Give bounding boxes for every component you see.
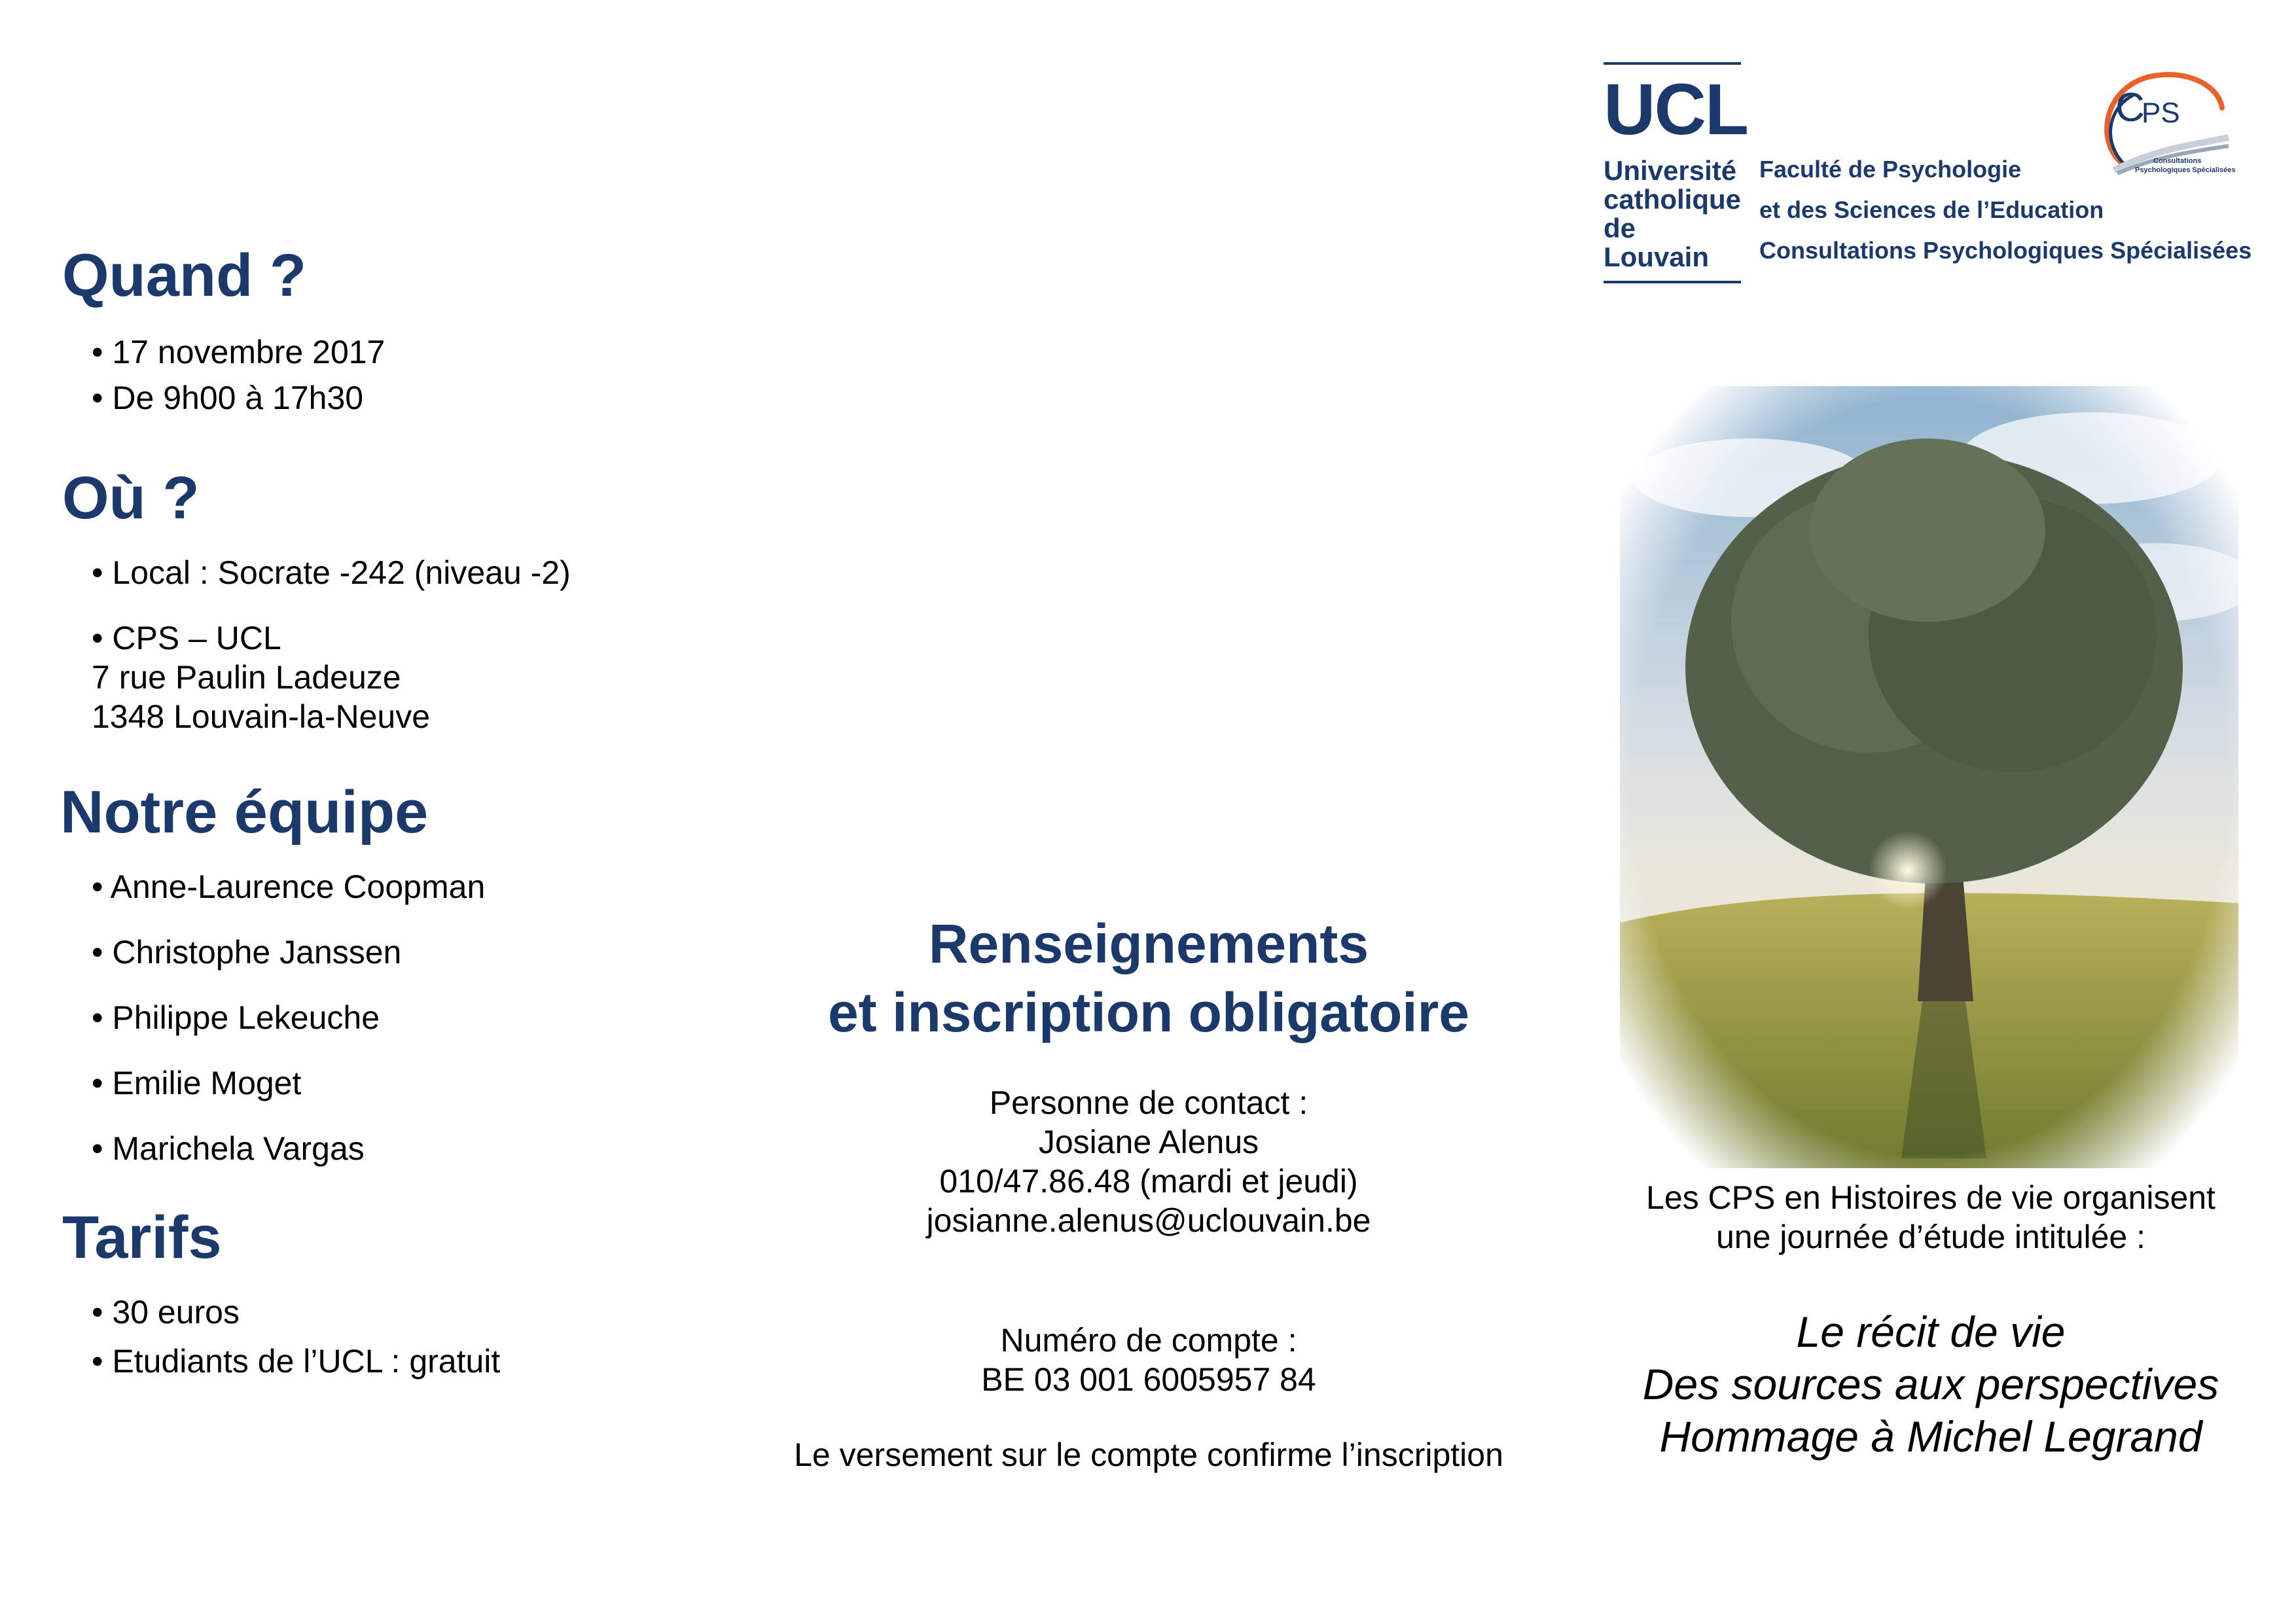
team-member: • Emilie Moget: [92, 1065, 302, 1101]
contact-block: [756, 1083, 1541, 1240]
contact-email: josianne.alenus@uclouvain.be: [926, 1202, 1371, 1239]
ou-address: [92, 618, 430, 736]
team-member: • Anne-Laurence Coopman: [92, 868, 486, 905]
compte-number: BE 03 001 6005957 84: [981, 1361, 1316, 1398]
contact-line: 010/47.86.48 (mardi et jeudi): [939, 1163, 1358, 1200]
quand-time: • De 9h00 à 17h30: [92, 380, 364, 416]
ou-heading: Où ?: [62, 465, 200, 531]
ou-local: • Local : Socrate -242 (niveau -2): [92, 554, 571, 591]
equipe-heading: Notre équipe: [60, 779, 429, 846]
faculty-line: Faculté de Psychologie: [1759, 156, 2022, 183]
renseignements-title-line: Renseignements: [928, 913, 1369, 974]
intro-block: [1604, 1178, 2258, 1257]
tarif-item: • 30 euros: [92, 1294, 240, 1330]
quand-date: • 17 novembre 2017: [92, 334, 386, 370]
contact-line: Josiane Alenus: [1038, 1124, 1259, 1160]
compte-block: [756, 1321, 1541, 1399]
team-member: • Philippe Lekeuche: [92, 999, 380, 1036]
versement-note: Le versement sur le compte confirme l’inscription: [794, 1436, 1503, 1473]
team-member: • Christophe Janssen: [92, 934, 402, 971]
renseignements-title: [756, 910, 1541, 1047]
ucl-logo-line: Université: [1604, 155, 1737, 186]
ucl-logo-abbr: UCL: [1604, 69, 1748, 150]
address-line: 7 rue Paulin Ladeuze: [92, 659, 401, 696]
intro-line: Les CPS en Histoires de vie organisent: [1646, 1179, 2215, 1216]
quand-heading: Quand ?: [62, 242, 307, 309]
address-line: 1348 Louvain-la-Neuve: [92, 698, 431, 735]
svg-text:PS: PS: [2142, 97, 2180, 129]
ucl-logo-line: catholique: [1604, 184, 1742, 215]
tarifs-heading: Tarifs: [62, 1204, 222, 1271]
team-member: • Marichela Vargas: [92, 1130, 365, 1167]
ucl-logo-name: [1604, 156, 1748, 272]
cps-logo: [2088, 69, 2238, 183]
tarif-item: • Etudiants de l’UCL : gratuit: [92, 1343, 501, 1380]
contact-line: Personne de contact :: [989, 1084, 1308, 1121]
tree-photo: [1620, 386, 2238, 1168]
renseignements-title-line: et inscription obligatoire: [827, 982, 1470, 1043]
intro-line: une journée d’étude intitulée :: [1715, 1219, 2146, 1255]
event-title-line: Le récit de vie: [1796, 1308, 2066, 1356]
event-title-line: Hommage à Michel Legrand: [1659, 1412, 2202, 1461]
address-line: • CPS – UCL: [92, 620, 281, 656]
event-title: [1597, 1306, 2265, 1463]
faculty-line: Consultations Psychologiques Spécialisées: [1759, 237, 2252, 264]
ucl-logo-top-rule: [1604, 62, 1741, 65]
svg-text:Psychologiques Spécialisées: Psychologiques Spécialisées: [2135, 166, 2236, 174]
compte-line: Numéro de compte :: [1000, 1322, 1297, 1359]
event-title-line: Des sources aux perspectives: [1642, 1360, 2219, 1408]
ucl-logo: [1604, 62, 1748, 283]
faculty-line: et des Sciences de l’Education: [1759, 196, 2104, 223]
ucl-logo-bottom-rule: [1604, 281, 1741, 283]
svg-text:Consultations: Consultations: [2153, 157, 2202, 165]
svg-text:C: C: [2115, 85, 2145, 130]
ucl-logo-line: de Louvain: [1604, 213, 1710, 273]
